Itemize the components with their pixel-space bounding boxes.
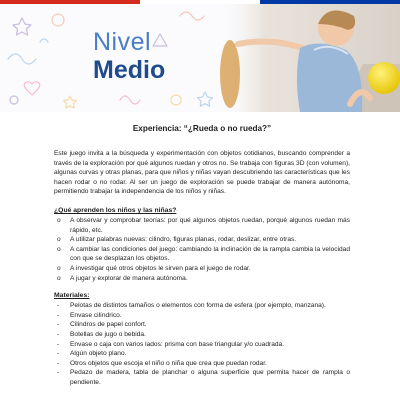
list-item (54, 368, 350, 387)
banner-title (93, 30, 165, 83)
list-item-text: Algún objeto plano. (70, 350, 127, 358)
list-item-text: Pedazo de madera, tabla de planchar o alguna superficie que permita hacer de rampla o pendiente. (70, 369, 350, 386)
materials-section-title: Materiales: (54, 292, 90, 300)
bullet-marker: - (57, 359, 60, 367)
list-item-text: A cambiar las condiciones del juego: cambiando la inclinación de la rampla cambia la velocidad con que se desplazan los objetos. (70, 245, 350, 263)
list-item (54, 264, 350, 274)
list-item-text: Envase o caja con varios lados: prisma con base triangular y/o cuadrada. (70, 340, 285, 348)
bullet-marker: - (57, 340, 60, 348)
bullet-marker: - (57, 302, 60, 310)
banner-title-line1: Nivel (93, 28, 152, 56)
bullet-marker: o (57, 236, 61, 244)
bullet-marker: - (57, 350, 60, 358)
header-photo (218, 4, 400, 112)
wave-doodle-icon (180, 12, 204, 20)
list-item-text: A utilizar palabras nuevas: cilindro, figuras planas, rodar, deslizar, entre otras. (70, 236, 297, 244)
circle-doodle-icon (52, 14, 64, 26)
bullet-marker: - (57, 321, 60, 329)
learn-section-title: ¿Qué aprenden los niños y las niñas? (54, 206, 177, 214)
circle-doodle-icon (10, 96, 18, 104)
list-item-text: Cilindros de papel confort. (70, 321, 147, 329)
list-item-text: Pelotas de distintos tamaños o elementos con forma de esfera (por ejemplo, manzana). (70, 302, 326, 310)
list-item (54, 245, 350, 264)
bullet-marker: o (57, 264, 61, 272)
list-item (54, 311, 350, 321)
swirl-doodle-icon (120, 96, 140, 104)
experience-heading: Experiencia: “¿Rueda o no rueda?” (132, 124, 272, 133)
list-item (54, 359, 350, 369)
list-item-text: Envase cilíndrico. (70, 311, 122, 319)
list-item (54, 235, 350, 245)
list-item (54, 320, 350, 330)
bullet-marker: - (57, 330, 60, 338)
banner-title-line2: Medio (93, 56, 166, 84)
star-doodle-icon (13, 18, 31, 35)
list-item (54, 340, 350, 350)
list-item-text: A investigar qué otros objetos le sirven para el juego de rodar. (70, 264, 251, 272)
bullet-marker: - (57, 369, 60, 377)
materials-list (54, 301, 350, 387)
list-item-text: Botellas de jugo o bebida. (70, 330, 146, 338)
learn-list (54, 216, 350, 283)
list-item-text: A jugar y explorar de manera autónoma. (70, 274, 188, 282)
list-item-text: A observar y comprobar teorías: por qué algunos objetos ruedan, porqué algunos ruedan más rápido, etc. (70, 216, 350, 234)
list-item (54, 216, 350, 235)
document-body (54, 124, 350, 396)
wave-doodle-icon (40, 39, 48, 42)
list-item (54, 274, 350, 284)
swirl-doodle-icon (8, 54, 36, 64)
bullet-marker: o (57, 274, 61, 282)
list-item (54, 349, 350, 359)
star-doodle-icon (198, 92, 213, 106)
bullet-marker: o (57, 245, 61, 253)
header-banner (0, 4, 400, 112)
intro-paragraph: Este juego invita a la búsqueda y experimentación con objetos cotidianos, buscando comprender a través de la exploración por qué algunos ruedan y otros no. Se trabaja con figuras 3D (con volumen), algunas curvas y otras planas, para que niños y niñas vayan descubriendo las características que les hacen rodar o no rodar. Al ser un juego de exploración se puede trabajar de manera autónoma, permitiendo trabajar la independencia de los niños y niñas. (54, 150, 350, 196)
list-item (54, 330, 350, 340)
circle-doodle-icon (171, 95, 181, 105)
heart-doodle-icon (24, 82, 39, 95)
list-item (54, 301, 350, 311)
star-doodle-icon (64, 96, 77, 108)
bullet-marker: o (57, 216, 61, 224)
list-item-text: Otros objetos que escoja el niño o niña que crea que puedan rodar. (70, 359, 267, 367)
bullet-marker: - (57, 311, 60, 319)
